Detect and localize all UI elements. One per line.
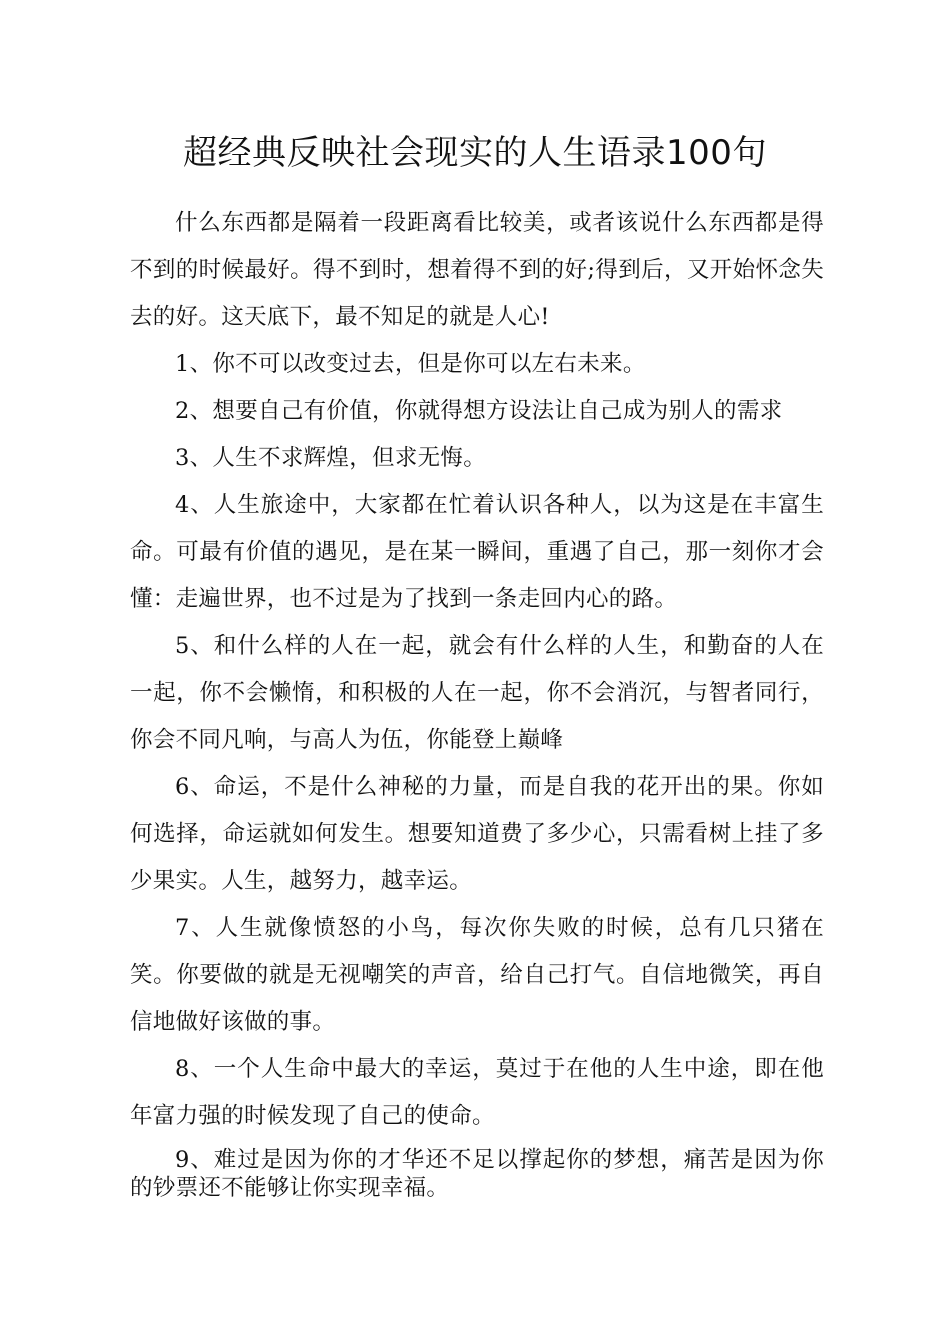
- quote-6: 6、命运，不是什么神秘的力量，而是自我的花开出的果。你如何选择，命运就如何发生。想要知道费了多少心，只需看树上挂了多少果实。人生，越努力，越幸运。: [130, 774, 824, 894]
- quote-8: 8、一个人生命中最大的幸运，莫过于在他的人生中途，即在他年富力强的时候发现了自己的使命。: [130, 1056, 824, 1129]
- quote-1: 1、你不可以改变过去，但是你可以左右未来。: [175, 351, 646, 377]
- quote-4: 4、人生旅途中，大家都在忙着认识各种人，以为这是在丰富生命。可最有价值的遇见，是在某一瞬间，重遇了自己，那一刻你才会懂：走遍世界，也不过是为了找到一条走回内心的路。: [130, 492, 824, 612]
- quote-7: 7、人生就像愤怒的小鸟，每次你失败的时候，总有几只猪在笑。你要做的就是无视嘲笑的声音，给自己打气。自信地微笑，再自信地做好该做的事。: [130, 915, 824, 1035]
- quote-9: 9、难过是因为你的才华还不足以撑起你的梦想，痛苦是因为你的钞票还不能够让你实现幸福。: [130, 1147, 824, 1201]
- quote-5: 5、和什么样的人在一起，就会有什么样的人生，和勤奋的人在一起，你不会懒惰，和积极的人在一起，你不会消沉，与智者同行，你会不同凡响，与高人为伍，你能登上巅峰: [130, 633, 824, 753]
- quote-2: 2、想要自己有价值，你就得想方设法让自己成为别人的需求: [175, 398, 783, 424]
- quote-3: 3、人生不求辉煌，但求无悔。: [175, 445, 487, 471]
- document-body: [130, 200, 824, 1202]
- document-title: 超经典反映社会现实的人生语录100句: [183, 133, 767, 173]
- intro-paragraph: 什么东西都是隔着一段距离看比较美，或者该说什么东西都是得不到的时候最好。得不到时，想着得不到的好;得到后，又开始怀念失去的好。这天底下，最不知足的就是人心!: [130, 210, 824, 330]
